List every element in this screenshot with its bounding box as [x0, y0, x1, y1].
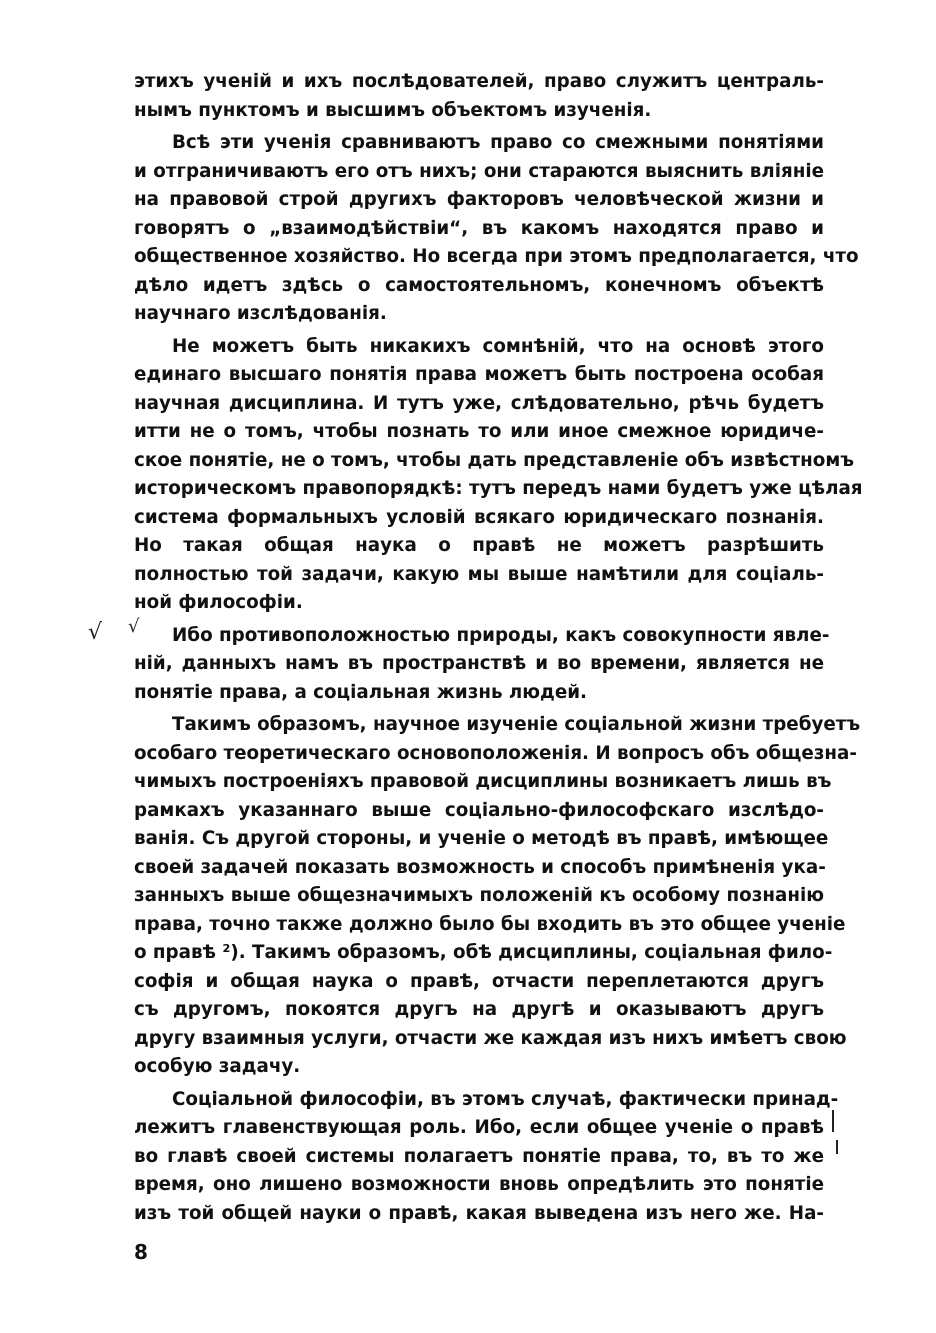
- text-line: полностью той задачи, какую мы выше намѣтили для соціаль-: [134, 563, 824, 585]
- text-line: особую задачу.: [134, 1056, 301, 1077]
- text-line: научнаго изслѣдованія.: [134, 303, 387, 324]
- text-line: съ другомъ, покоятся другъ на другѣ и оказываютъ другъ: [134, 999, 824, 1020]
- text-line: общественное хозяйство. Но всегда при этомъ предполагается, что: [134, 246, 859, 267]
- text-line: и отграничиваютъ его отъ нихъ; они стараются выяснить вліяніе: [134, 160, 824, 182]
- text-line: Такимъ образомъ, научное изученіе соціальной жизни требуетъ: [172, 714, 861, 735]
- text-line: особаго теоретическаго основоположенія. И вопросъ объ общезна-: [134, 742, 857, 764]
- text-line: о правѣ ²). Такимъ образомъ, обѣ дисциплины, соціальная фило-: [134, 942, 833, 963]
- text-line: итти не о томъ, чтобы познать то или иное смежное юридиче-: [134, 421, 824, 442]
- text-line: занныхъ выше общезначимыхъ положеній къ особому познанію: [134, 885, 824, 906]
- text-line: изъ той общей науки о правѣ, какая выведена изъ него же. На-: [134, 1202, 824, 1224]
- text-line: лежитъ главенствующая роль. Ибо, если общее ученіе о правѣ: [134, 1117, 824, 1138]
- text-line: Всѣ эти ученія сравниваютъ право со смежными понятіями: [172, 132, 824, 153]
- text-line: своей задачей показать возможность и способъ примѣненія ука-: [134, 856, 826, 878]
- text-line: ванія. Съ другой стороны, и ученіе о методѣ въ правѣ, имѣющее: [134, 828, 829, 849]
- text-line: единаго высшаго понятія права можетъ быть построена особая: [134, 364, 824, 385]
- body-text: [134, 68, 863, 1228]
- text-line: софія и общая наука о правѣ, отчасти переплетаются другъ: [134, 970, 824, 992]
- text-line: ной философіи.: [134, 592, 303, 613]
- margin-bar-mark-2: [836, 1140, 838, 1154]
- text-line: ское понятіе, не о томъ, чтобы дать представленіе объ извѣстномъ: [134, 449, 854, 471]
- text-line: чимыхъ построеніяхъ правовой дисциплины возникаетъ лишь въ: [134, 771, 832, 792]
- text-line: права, точно также должно было бы входить въ это общее ученіе: [134, 913, 846, 935]
- text-line: нымъ пунктомъ и высшимъ объектомъ изученія.: [134, 99, 652, 121]
- text-line: Ибо противоположностью природы, какъ совокупности явле-: [172, 624, 830, 646]
- text-line: дѣло идетъ здѣсь о самостоятельномъ, конечномъ объектѣ: [134, 274, 824, 296]
- text-line: время, оно лишено возможности вновь опредѣлить это понятіе: [134, 1174, 824, 1195]
- page-number: 8: [134, 1240, 148, 1264]
- text-line: Но такая общая наука о правѣ не можетъ разрѣшить: [134, 535, 824, 556]
- text-line: Соціальной философіи, въ этомъ случаѣ, фактически принад-: [172, 1088, 839, 1110]
- margin-check-mark: √: [88, 620, 103, 645]
- inline-check-mark: √: [128, 616, 140, 637]
- text-line: система формальныхъ условій всякаго юридическаго познанія.: [134, 506, 824, 528]
- text-line: говорятъ о „взаимодѣйствіи“, въ какомъ находятся право и: [134, 217, 824, 239]
- text-line: на правовой строй другихъ факторовъ человѣческой жизни и: [134, 189, 824, 210]
- text-line: научная дисциплина. И тутъ уже, слѣдовательно, рѣчь будетъ: [134, 392, 824, 414]
- text-line: рамкахъ указаннаго выше соціально-философскаго изслѣдо-: [134, 799, 824, 821]
- text-line: ній, данныхъ намъ въ пространствѣ и во времени, является не: [134, 653, 824, 674]
- text-line: историческомъ правопорядкѣ: тутъ передъ нами будетъ уже цѣлая: [134, 478, 863, 499]
- text-line: Не можетъ быть никакихъ сомнѣній, что на основѣ этого: [172, 335, 824, 357]
- text-line: во главѣ своей системы полагаетъ понятіе права, то, въ то же: [134, 1145, 824, 1167]
- text-line: этихъ ученій и ихъ послѣдователей, право служитъ централь-: [134, 71, 824, 92]
- text-line: понятіе права, а соціальная жизнь людей.: [134, 681, 587, 703]
- text-line: другу взаимныя услуги, отчасти же каждая изъ нихъ имѣетъ свою: [134, 1027, 847, 1049]
